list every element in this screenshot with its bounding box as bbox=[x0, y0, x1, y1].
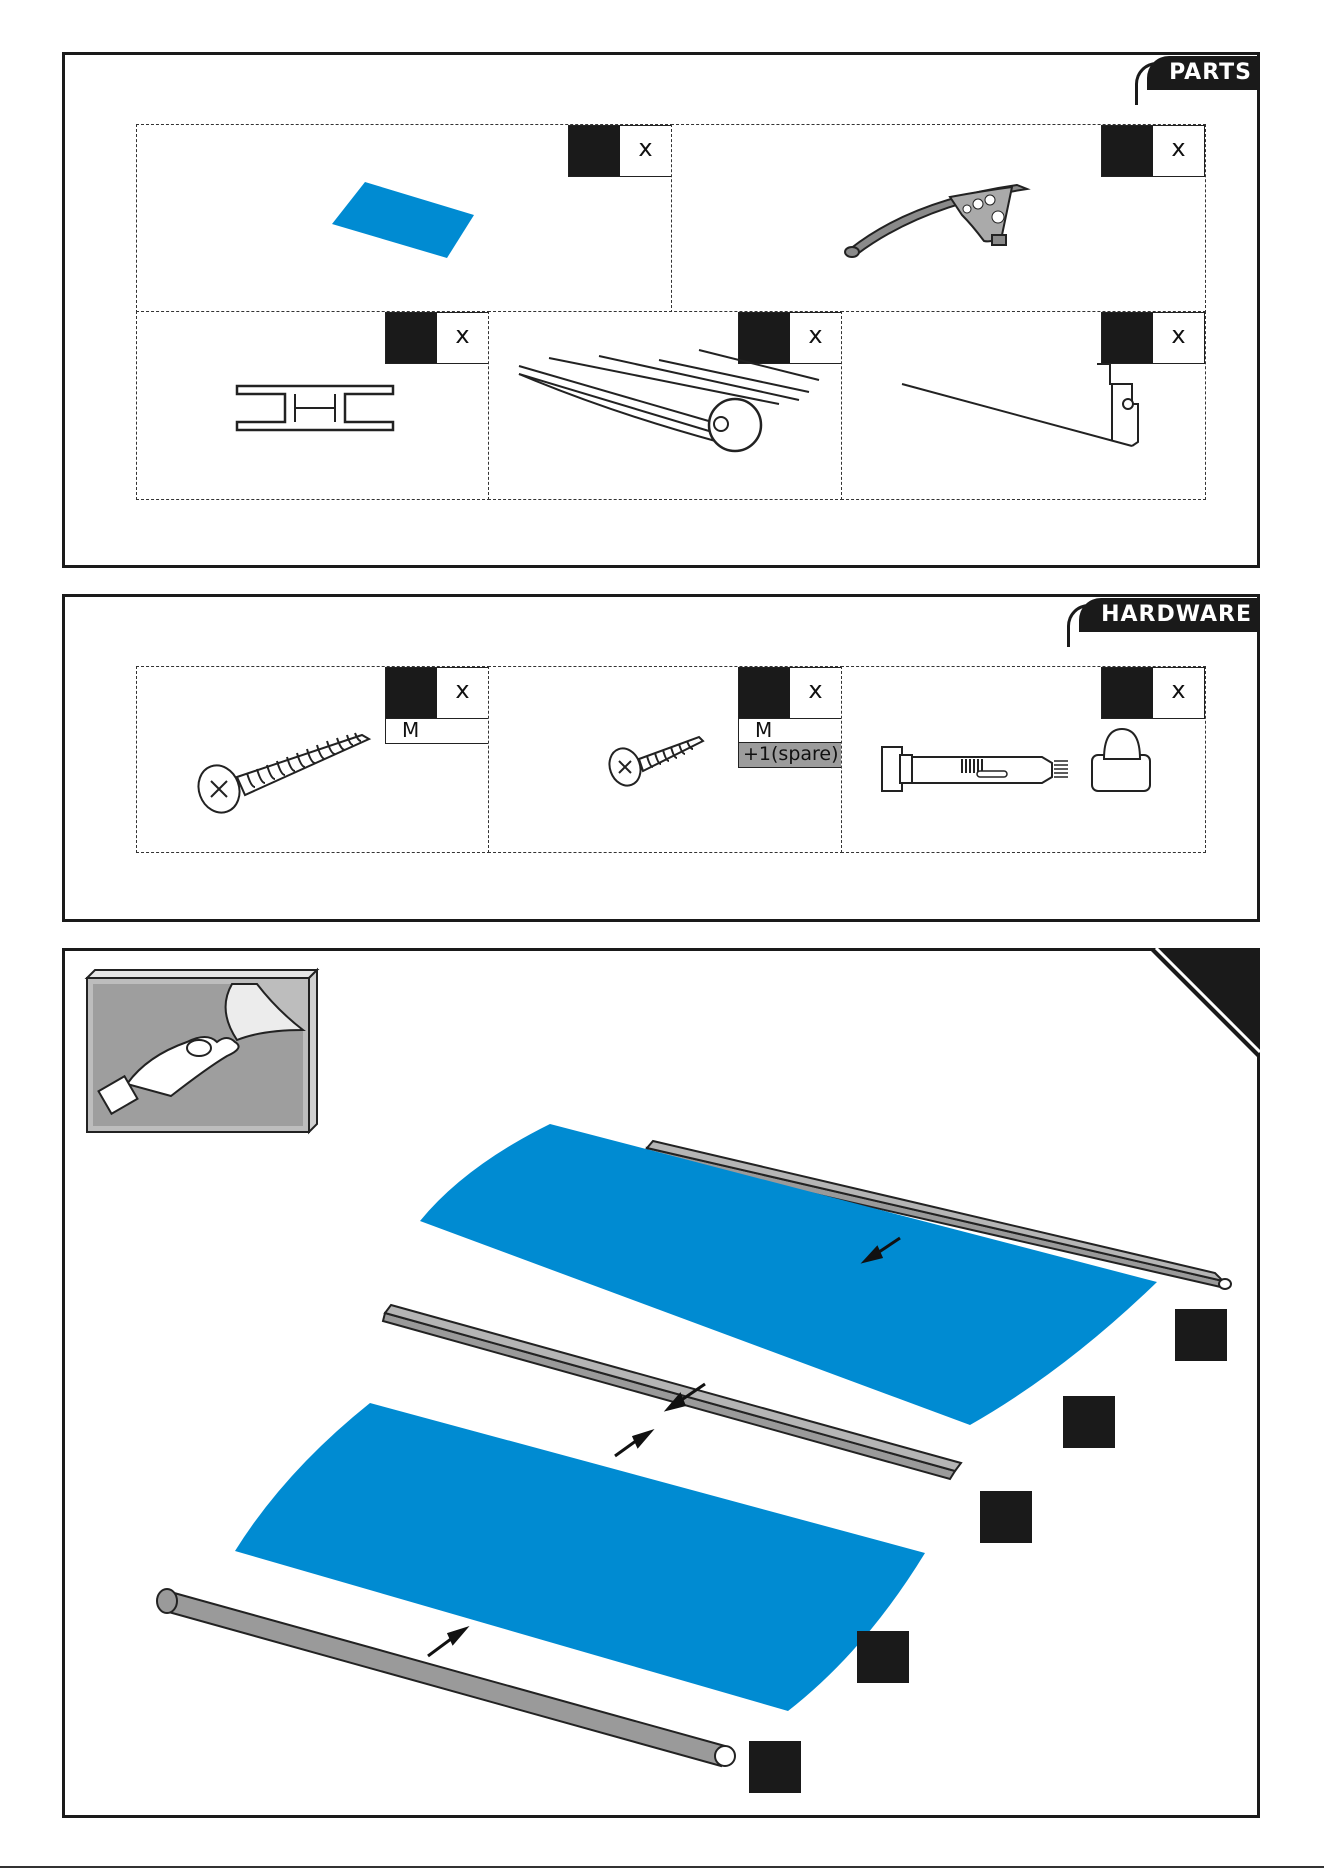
label-square bbox=[1063, 1396, 1115, 1448]
wall-profile-icon bbox=[842, 312, 1207, 501]
label-square bbox=[749, 1741, 801, 1793]
qty-multiplier: x bbox=[1171, 321, 1186, 349]
hardware-cell-long-screw bbox=[136, 666, 490, 853]
short-screw-icon bbox=[489, 667, 844, 854]
parts-panel bbox=[62, 52, 1260, 568]
label-square bbox=[1175, 1309, 1227, 1361]
hardware-cell-short-screw bbox=[488, 666, 843, 853]
support-bracket-icon bbox=[672, 125, 1207, 314]
qty-multiplier: x bbox=[808, 676, 823, 704]
parts-title: PARTS bbox=[1147, 56, 1260, 90]
part-cell-wall-profile bbox=[841, 311, 1206, 500]
part-cell-bracket bbox=[671, 124, 1206, 313]
step-panel bbox=[62, 948, 1260, 1818]
hardware-panel bbox=[62, 594, 1260, 922]
polycarbonate-sheet-icon bbox=[137, 125, 674, 314]
qty-multiplier: x bbox=[808, 321, 823, 349]
wall-anchor-and-cap-icon bbox=[842, 667, 1207, 854]
size-box: M bbox=[385, 718, 489, 744]
part-cell-sheet bbox=[136, 124, 673, 313]
qty-multiplier: x bbox=[1171, 676, 1186, 704]
label-square bbox=[857, 1631, 909, 1683]
footer-rule bbox=[0, 1866, 1324, 1868]
spare-note: +1(spare) bbox=[738, 742, 842, 768]
hardware-cell-anchor bbox=[841, 666, 1206, 853]
h-connector-profile-icon bbox=[137, 312, 491, 501]
qty-multiplier: x bbox=[638, 134, 653, 162]
assembly-illustration bbox=[65, 951, 1257, 1815]
part-cell-h-profile bbox=[136, 311, 490, 500]
long-screw-icon bbox=[137, 667, 491, 854]
part-cell-round-profile bbox=[488, 311, 843, 500]
qty-multiplier: x bbox=[455, 321, 470, 349]
round-end-profile-icon bbox=[489, 312, 844, 501]
label-square bbox=[980, 1491, 1032, 1543]
hardware-title: HARDWARE bbox=[1079, 598, 1260, 632]
qty-multiplier: x bbox=[455, 676, 470, 704]
qty-multiplier: x bbox=[1171, 134, 1186, 162]
size-box: M bbox=[738, 718, 842, 744]
